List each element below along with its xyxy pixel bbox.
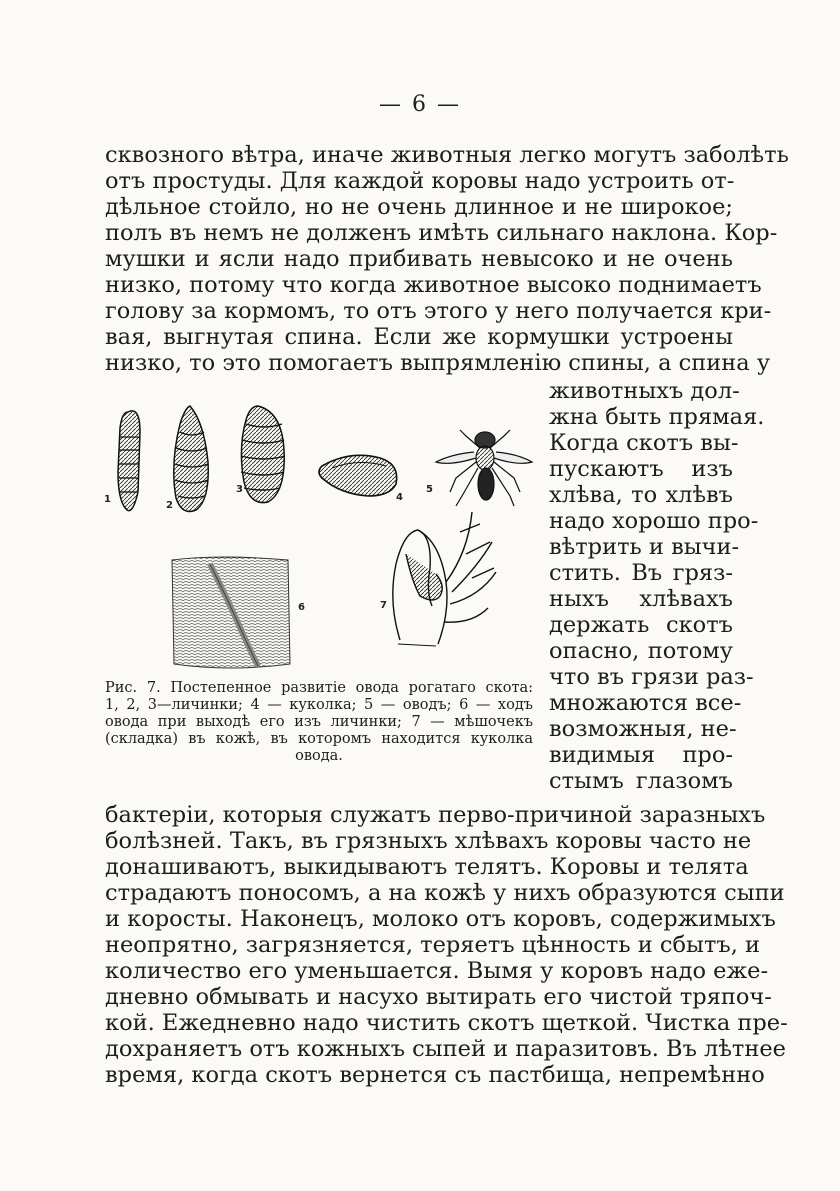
figure-label-5: 5: [426, 484, 433, 495]
caption-line: Рис. 7. Постепенное развитiе овода рогатаго скота:: [105, 680, 533, 696]
text-line: пускаютъ изъ: [549, 456, 733, 482]
botfly-5-drawing: [436, 430, 532, 506]
skin-fold-7-drawing: [393, 512, 496, 646]
figure-label-2: 2: [166, 500, 173, 511]
text-line: Когда скотъ вы-: [549, 430, 739, 456]
text-line: сквозного вѣтра, иначе животныя легко могутъ заболѣть: [105, 142, 789, 168]
text-line: страдаютъ поносомъ, а на кожѣ у нихъ образуются сыпи: [105, 880, 785, 906]
text-line: кой. Ежедневно надо чистить скотъ щеткой. Чистка пре-: [105, 1010, 788, 1036]
text-line: дохраняетъ отъ кожныхъ сыпей и паразитовъ. Въ лѣтнее: [105, 1036, 786, 1062]
text-line: жна быть прямая.: [549, 404, 765, 430]
figure-illustration: [100, 392, 540, 682]
text-line: вѣтрить и вычи-: [549, 534, 740, 560]
text-line: полъ въ немъ не долженъ имѣть сильнаго наклона. Кор-: [105, 220, 778, 246]
page-number: — 6 —: [379, 92, 461, 117]
figure-label-4: 4: [396, 492, 403, 503]
figure-label-3: 3: [236, 484, 243, 495]
figure-label-6: 6: [298, 602, 305, 613]
figure-caption: [105, 680, 533, 765]
text-line: неопрятно, загрязняется, теряетъ цѣнность и сбытъ, и: [105, 932, 761, 958]
text-line: что въ грязи раз-: [549, 664, 754, 690]
figure-label-7: 7: [380, 600, 387, 611]
text-line: мушки и ясли надо прибивать невысоко и не очень: [105, 246, 733, 272]
caption-line: (складка) въ кожѣ, въ которомъ находится куколка: [105, 731, 533, 747]
caption-line: овода.: [295, 748, 343, 764]
text-line: видимыя про-: [549, 742, 733, 768]
text-line: время, когда скотъ вернется съ пастбища, непремѣнно: [105, 1062, 765, 1088]
text-line: множаются все-: [549, 690, 742, 716]
text-line: дневно обмывать и насухо вытирать его чистой тряпоч-: [105, 984, 772, 1010]
caption-line: 1, 2, 3—личинки; 4 — куколка; 5 — оводъ; 6 — ходъ: [105, 697, 533, 713]
text-line: хлѣва, то хлѣвъ: [549, 482, 733, 508]
text-line: и коросты. Наконецъ, молоко отъ коровъ, содержимыхъ: [105, 906, 776, 932]
text-line: ныхъ хлѣвахъ: [549, 586, 733, 612]
text-line: возможныя, не-: [549, 716, 737, 742]
botfly-development-drawing: [100, 392, 540, 682]
skin-tunnel-6-drawing: [172, 557, 290, 668]
caption-line: овода при выходѣ его изъ личинки; 7 — мѣшочекъ: [105, 714, 533, 730]
text-line: надо хорошо про-: [549, 508, 759, 534]
text-line: стымъ глазомъ: [549, 768, 733, 794]
larva-3-drawing: [241, 406, 285, 503]
figure-label-1: 1: [104, 494, 111, 505]
text-line: голову за кормомъ, то отъ этого у него получается кри-: [105, 298, 772, 324]
text-line: донашиваютъ, выкидываютъ телятъ. Коровы и телята: [105, 854, 749, 880]
text-line: болѣзней. Такъ, въ грязныхъ хлѣвахъ коровы часто не: [105, 828, 752, 854]
larva-1-drawing: [118, 411, 140, 511]
text-line: количество его уменьшается. Вымя у коровъ надо еже-: [105, 958, 769, 984]
text-line: опасно, потому: [549, 638, 733, 664]
text-line: низко, потому что когда животное высоко поднимаетъ: [105, 272, 762, 298]
larva-2-drawing: [174, 406, 209, 512]
text-line: вая, выгнутая спина. Если же кормушки устроены: [105, 324, 733, 350]
text-line: животныхъ дол-: [549, 378, 740, 404]
pupa-4-drawing: [319, 455, 397, 496]
text-line: бактерiи, которыя служатъ перво-причиной заразныхъ: [105, 802, 766, 828]
text-line: отъ простуды. Для каждой коровы надо устроить от-: [105, 168, 735, 194]
text-line: стить. Въ гряз-: [549, 560, 733, 586]
text-line: дѣльное стойло, но не очень длинное и не широкое;: [105, 194, 733, 220]
text-line: низко, то это помогаетъ выпрямленiю спины, а спина у: [105, 350, 771, 376]
text-line: держать скотъ: [549, 612, 733, 638]
